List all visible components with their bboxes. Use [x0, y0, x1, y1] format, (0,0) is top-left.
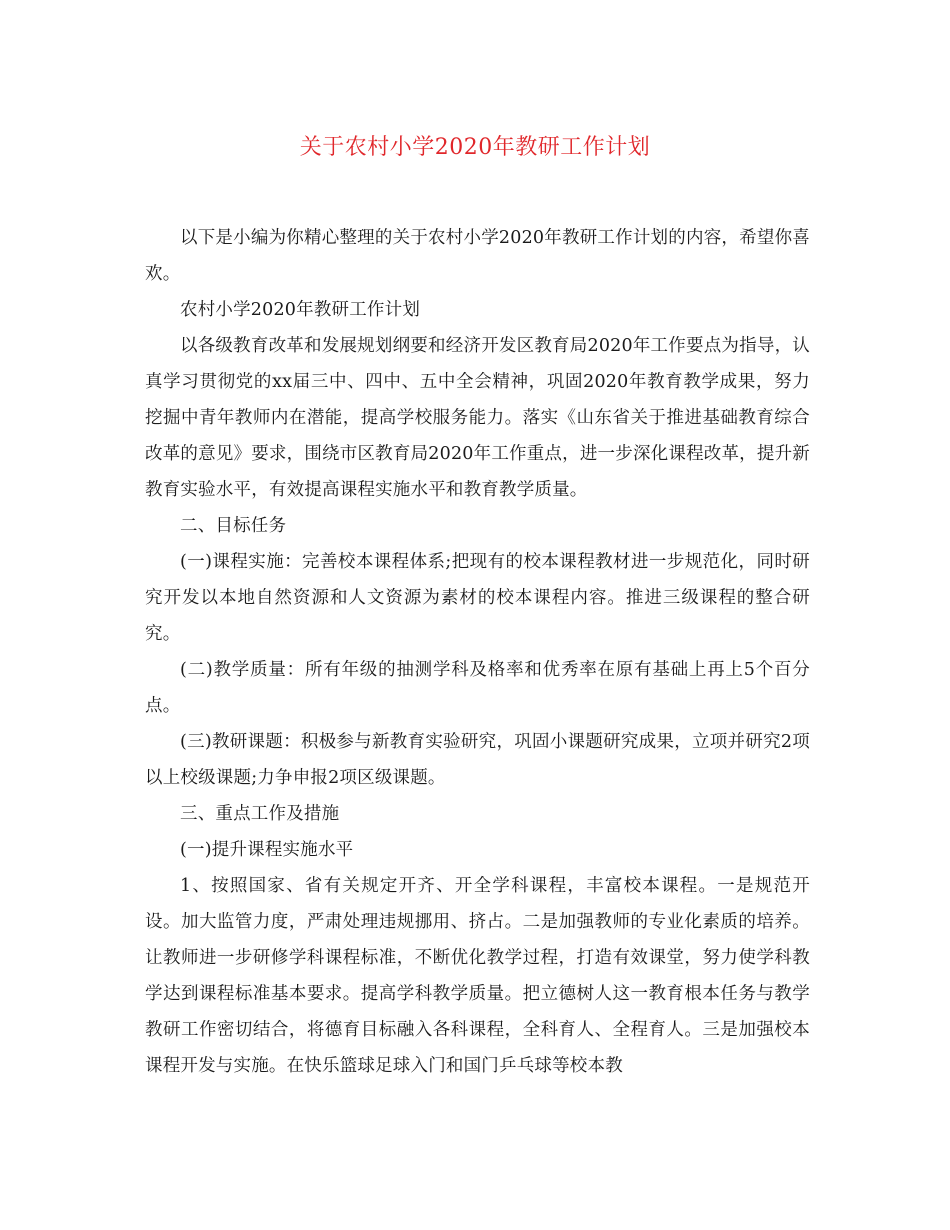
intro-paragraph: 以下是小编为你精心整理的关于农村小学2020年教研工作计划的内容，希望你喜欢。 — [145, 228, 810, 284]
section-heading-measures: 三、重点工作及措施 — [180, 804, 340, 824]
plan-heading: 农村小学2020年教研工作计划 — [180, 300, 421, 320]
guiding-principles-paragraph: 以各级教育改革和发展规划纲要和经济开发区教育局2020年工作要点为指导，认真学习贯彻党的xx届三中、四中、五中全会精神，巩固2020年教育教学成果，努力挖掘中青年教师内在潜能，提高学校服务能力。落实《山东省关于推进基础教育综合改革的意见》要求，围绕市区教育局2020年工作重点，进一步深化课程改革，提升新教育实验水平，有效提高课程实施水平和教育教学质量。 — [145, 336, 810, 500]
goal-quality-paragraph: (二)教学质量：所有年级的抽测学科及格率和优秀率在原有基础上再上5个百分点。 — [145, 660, 810, 716]
document-body — [145, 220, 810, 1084]
goal-curriculum-paragraph: (一)课程实施：完善校本课程体系;把现有的校本课程教材进一步规范化，同时研究开发以本地自然资源和人文资源为素材的校本课程内容。推进三级课程的整合研究。 — [145, 552, 810, 644]
measure-1-paragraph: 1、按照国家、省有关规定开齐、开全学科课程，丰富校本课程。一是规范开设。加大监管力度，严肃处理违规挪用、挤占。二是加强教师的专业化素质的培养。让教师进一步研修学科课程标准，不断优化教学过程，打造有效课堂，努力使学科教学达到课程标准基本要求。提高学科教学质量。把立德树人这一教育根本任务与教学教研工作密切结合，将德育目标融入各科课程，全科育人、全程育人。三是加强校本课程开发与实施。在快乐篮球足球入门和国门乒乓球等校本教 — [145, 876, 810, 1076]
document-title: 关于农村小学2020年教研工作计划 — [299, 135, 651, 160]
subsection-heading-curriculum: (一)提升课程实施水平 — [180, 840, 354, 860]
goal-research-paragraph: (三)教研课题：积极参与新教育实验研究，巩固小课题研究成果，立项并研究2项以上校级课题;力争申报2项区级课题。 — [145, 732, 810, 788]
section-heading-goals: 二、目标任务 — [180, 516, 287, 536]
